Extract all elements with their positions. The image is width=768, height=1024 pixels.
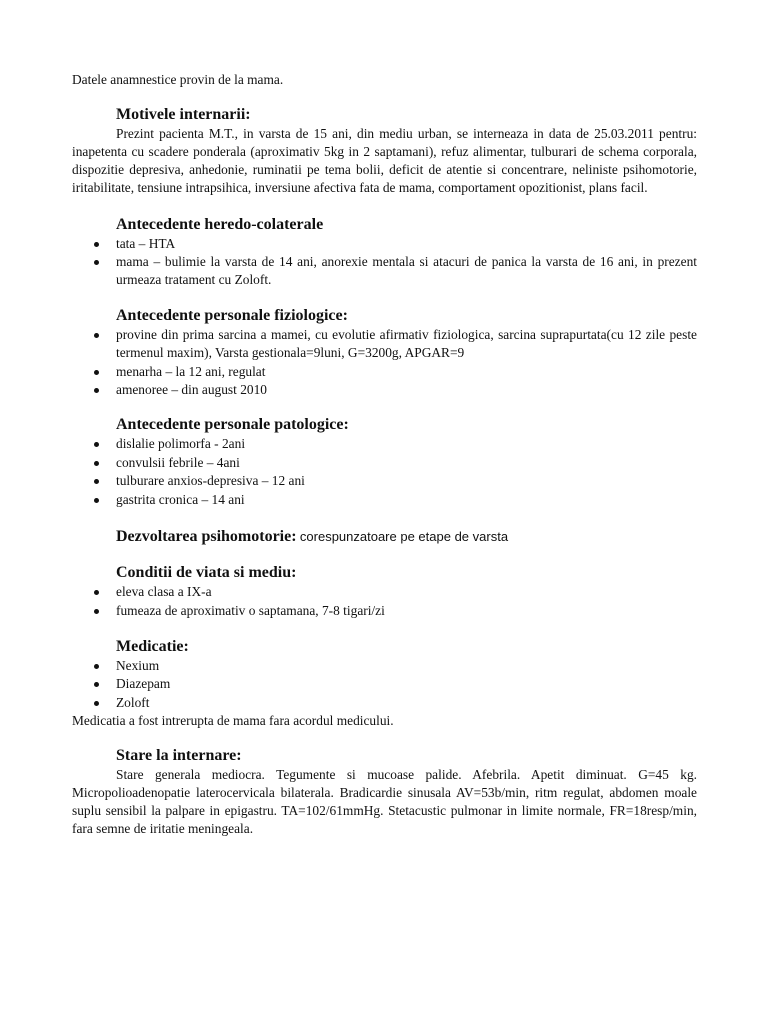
- bullet-icon: [94, 498, 99, 503]
- section-conditii: [72, 563, 697, 620]
- section-heredo: [72, 215, 697, 290]
- list-item-text: Zoloft: [116, 694, 150, 710]
- bullet-icon: [94, 242, 99, 247]
- section-medicatie: [72, 637, 697, 730]
- section-title-conditii: Conditii de viata si mediu:: [116, 564, 297, 582]
- bullet-icon: [94, 609, 99, 614]
- list-item: [72, 583, 697, 601]
- section-title-fiziologice: Antecedente personale fiziologice:: [116, 306, 348, 324]
- section-title-medicatie: Medicatie:: [116, 637, 189, 655]
- patologice-list: [72, 435, 697, 509]
- list-item-text: tulburare anxios-depresiva – 12 ani: [116, 473, 305, 489]
- section-stare: [72, 746, 697, 838]
- fiziologice-list: [72, 326, 697, 400]
- bullet-icon: [94, 701, 99, 706]
- list-item-text: menarha – la 12 ani, regulat: [116, 363, 266, 379]
- list-item-text: mama – bulimie la varsta de 14 ani, anorexie mentala si atacuri de panica la varsta de 16 ani, in prezent urmeaza tratament cu Zoloft.: [116, 254, 697, 288]
- list-item-text: gastrita cronica – 14 ani: [116, 491, 245, 507]
- bullet-icon: [94, 682, 99, 687]
- list-item-text: Diazepam: [116, 676, 171, 692]
- list-item: [72, 363, 697, 381]
- section-dezvoltare: [72, 527, 697, 547]
- list-item: [72, 381, 697, 399]
- medicatie-list: [72, 657, 697, 712]
- section-motive: [72, 105, 697, 197]
- list-item-text: convulsii febrile – 4ani: [116, 454, 240, 470]
- list-item: [72, 472, 697, 490]
- heredo-list: [72, 235, 697, 290]
- list-item-text: Nexium: [116, 657, 160, 673]
- list-item: [72, 253, 697, 290]
- section-title-patologice: Antecedente personale patologice:: [116, 416, 349, 434]
- medicatie-note: Medicatia a fost intrerupta de mama fara acordul medicului.: [72, 713, 394, 729]
- intro-text: Datele anamnestice provin de la mama.: [72, 72, 284, 87]
- list-item: [72, 657, 697, 675]
- list-item-text: eleva clasa a IX-a: [116, 584, 212, 600]
- bullet-icon: [94, 442, 99, 447]
- list-item: [72, 454, 697, 472]
- bullet-icon: [94, 461, 99, 466]
- list-item-text: fumeaza de aproximativ o saptamana, 7-8 tigari/zi: [116, 602, 385, 618]
- bullet-icon: [94, 590, 99, 595]
- list-item: [72, 602, 697, 620]
- list-item-text: provine din prima sarcina a mamei, cu evolutie afirmativ fiziologica, sarcina suprapurtata(cu 12 zile peste termenul maxim), Varsta gestionala=9luni, G=3200g, APGAR=9: [116, 326, 697, 361]
- stare-paragraph: Stare generala mediocra. Tegumente si mucoase palide. Afebrila. Apetit diminuat. G=45 kg. Micropolioadenopatie laterocervicala bilaterala. Bradicardie sinusala AV=53b/min, ritm regulat, abdomen moale suplu sensibil la palpare in epigastru. TA=102/61mmHg. Stetacustic pulmonar in limite normale, FR=18resp/min, fara semne de iritatie meningeala.: [72, 767, 697, 836]
- bullet-icon: [94, 333, 99, 338]
- conditii-list: [72, 583, 697, 620]
- list-item: [72, 435, 697, 453]
- section-title-stare: Stare la internare:: [116, 747, 242, 765]
- list-item-text: tata – HTA: [116, 235, 176, 251]
- section-title-motive: Motivele internarii:: [116, 106, 251, 123]
- section-title-dezvoltare: Dezvoltarea psihomotorie:: [116, 528, 297, 546]
- bullet-icon: [94, 370, 99, 375]
- dezvoltare-value: corespunzatoare pe etape de varsta: [299, 529, 509, 545]
- bullet-icon: [94, 388, 99, 393]
- motive-paragraph: Prezint pacienta M.T., in varsta de 15 ani, din mediu urban, se interneaza in data de 25.03.2011 pentru: inapetenta cu scadere ponderala (aproximativ 5kg in 2 saptamani), refuz alimentar, tulburari de schema corporala, dispozitie depresiva, anhedonie, ruminatii pe tema bolii, deficit de atentie si concentrare, neliniste psihomotorie, iritabilitate, tensiune intrapsihica, inversiune afectiva fata de mama, comportament opozitionist, plans facil.: [72, 126, 697, 195]
- bullet-icon: [94, 479, 99, 484]
- list-item: [72, 235, 697, 253]
- list-item: [72, 326, 697, 363]
- section-fiziologice: [72, 306, 697, 400]
- list-item-text: dislalie polimorfa - 2ani: [116, 436, 246, 452]
- list-item: [72, 694, 697, 712]
- section-title-heredo: Antecedente heredo-colaterale: [116, 215, 324, 233]
- list-item: [72, 491, 697, 509]
- bullet-icon: [94, 664, 99, 669]
- bullet-icon: [94, 260, 99, 265]
- section-patologice: [72, 415, 697, 509]
- list-item-text: amenoree – din august 2010: [116, 382, 267, 398]
- list-item: [72, 675, 697, 693]
